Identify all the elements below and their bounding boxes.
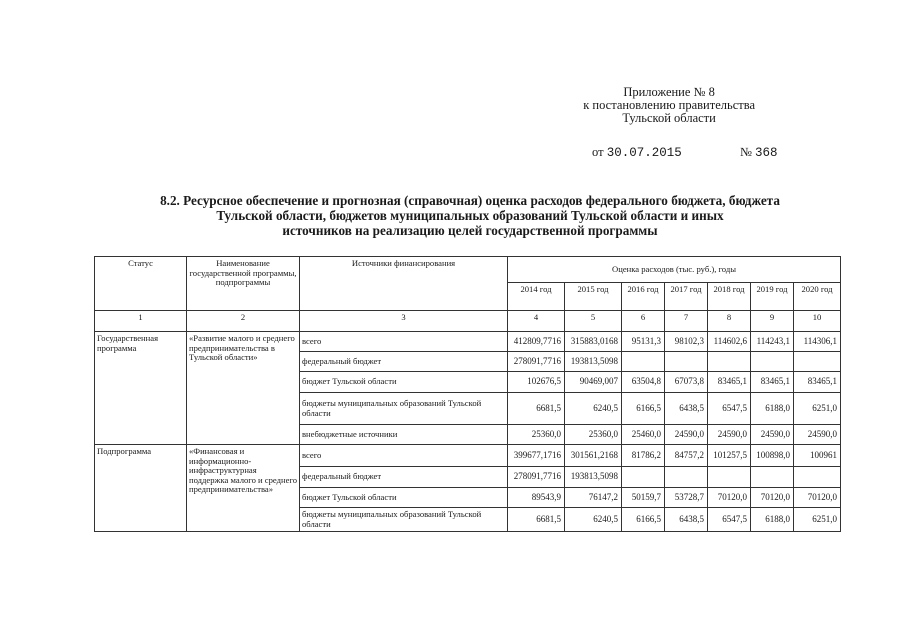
row-value: 114243,1	[751, 332, 794, 352]
section-title	[100, 193, 840, 238]
row-value: 193813,5098	[565, 467, 622, 488]
row-value: 6166,5	[622, 393, 665, 425]
row-value: 76147,2	[565, 488, 622, 508]
row-value: 315883,0168	[565, 332, 622, 352]
row-value	[665, 467, 708, 488]
row-value: 278091,7716	[508, 352, 565, 372]
row-value	[622, 352, 665, 372]
row-program-name: «Финансовая и информационно-инфраструктурная поддержка малого и среднего предпринимательства»	[187, 445, 300, 532]
row-value: 53728,7	[665, 488, 708, 508]
date-prefix: от	[592, 145, 604, 159]
row-source: федеральный бюджет	[300, 467, 508, 488]
column-number: 10	[794, 311, 841, 332]
row-value	[708, 467, 751, 488]
row-value: 193813,5098	[565, 352, 622, 372]
appendix-region: Тульской области	[622, 111, 716, 125]
row-value	[751, 467, 794, 488]
row-value: 25360,0	[508, 425, 565, 445]
row-value: 83465,1	[751, 372, 794, 393]
row-value	[794, 352, 841, 372]
row-value: 6681,5	[508, 393, 565, 425]
row-value: 6240,5	[565, 393, 622, 425]
row-value: 6240,5	[565, 508, 622, 532]
row-value: 114306,1	[794, 332, 841, 352]
row-value: 24590,0	[794, 425, 841, 445]
column-number: 4	[508, 311, 565, 332]
row-value: 25360,0	[565, 425, 622, 445]
header-year: 2018 год	[708, 283, 751, 311]
header-status: Статус	[95, 257, 187, 311]
row-value: 412809,7716	[508, 332, 565, 352]
section-title-line-3: источников на реализацию целей государственной программы	[282, 223, 658, 238]
row-value: 98102,3	[665, 332, 708, 352]
row-value: 399677,1716	[508, 445, 565, 467]
column-number: 1	[95, 311, 187, 332]
number-prefix: №	[739, 145, 752, 159]
row-value: 301561,2168	[565, 445, 622, 467]
row-value: 90469,007	[565, 372, 622, 393]
row-value: 67073,8	[665, 372, 708, 393]
row-value: 83465,1	[794, 372, 841, 393]
row-value: 102676,5	[508, 372, 565, 393]
header-name: Наименование государственной программы, подпрограммы	[187, 257, 300, 311]
row-value: 25460,0	[622, 425, 665, 445]
row-value: 24590,0	[665, 425, 708, 445]
row-value: 101257,5	[708, 445, 751, 467]
row-value: 100961	[794, 445, 841, 467]
column-number: 6	[622, 311, 665, 332]
row-value: 95131,3	[622, 332, 665, 352]
row-source: бюджеты муниципальных образований Тульской области	[300, 393, 508, 425]
header-estimate: Оценка расходов (тыс. руб.), годы	[508, 257, 841, 283]
row-value: 6251,0	[794, 508, 841, 532]
row-value: 6681,5	[508, 508, 565, 532]
section-title-line-1: 8.2. Ресурсное обеспечение и прогнозная (справочная) оценка расходов федерального бюджета, бюджета	[160, 193, 780, 208]
row-value: 24590,0	[708, 425, 751, 445]
row-program-name: «Развитие малого и среднего предпринимательства в Тульской области»	[187, 332, 300, 445]
row-value: 89543,9	[508, 488, 565, 508]
appendix-subtitle: к постановлению правительства	[583, 98, 755, 112]
row-value: 6188,0	[751, 393, 794, 425]
row-source: бюджет Тульской области	[300, 488, 508, 508]
row-value: 6438,5	[665, 393, 708, 425]
appendix-block	[583, 86, 755, 125]
row-value: 81786,2	[622, 445, 665, 467]
decree-number: 368	[755, 146, 778, 160]
row-value: 6438,5	[665, 508, 708, 532]
row-value: 50159,7	[622, 488, 665, 508]
column-number: 2	[187, 311, 300, 332]
row-source: федеральный бюджет	[300, 352, 508, 372]
header-year: 2017 год	[665, 283, 708, 311]
row-value	[622, 467, 665, 488]
header-year: 2014 год	[508, 283, 565, 311]
header-year: 2020 год	[794, 283, 841, 311]
column-number: 3	[300, 311, 508, 332]
decree-date: 30.07.2015	[606, 146, 682, 160]
header-source: Источники финансирования	[300, 257, 508, 311]
row-value: 84757,2	[665, 445, 708, 467]
row-status: Подпрограмма	[95, 445, 187, 532]
header-year: 2016 год	[622, 283, 665, 311]
header-year: 2019 год	[751, 283, 794, 311]
appendix-title: Приложение № 8	[623, 85, 715, 99]
row-status: Государственная программа	[95, 332, 187, 445]
row-value: 6251,0	[794, 393, 841, 425]
row-source: всего	[300, 445, 508, 467]
row-value: 70120,0	[794, 488, 841, 508]
row-source: внебюджетные источники	[300, 425, 508, 445]
row-value: 114602,6	[708, 332, 751, 352]
row-value: 63504,8	[622, 372, 665, 393]
decree-date-line	[592, 145, 778, 160]
row-value: 6188,0	[751, 508, 794, 532]
column-number: 7	[665, 311, 708, 332]
row-value	[794, 467, 841, 488]
row-value: 70120,0	[751, 488, 794, 508]
row-value: 6547,5	[708, 393, 751, 425]
row-value: 278091,7716	[508, 467, 565, 488]
row-value: 6166,5	[622, 508, 665, 532]
row-value: 6547,5	[708, 508, 751, 532]
column-number: 8	[708, 311, 751, 332]
row-value	[665, 352, 708, 372]
table-row	[95, 332, 841, 352]
column-number: 9	[751, 311, 794, 332]
row-source: бюджет Тульской области	[300, 372, 508, 393]
row-value	[708, 352, 751, 372]
row-value: 70120,0	[708, 488, 751, 508]
row-value: 100898,0	[751, 445, 794, 467]
column-number: 5	[565, 311, 622, 332]
row-value	[751, 352, 794, 372]
row-source: всего	[300, 332, 508, 352]
header-year: 2015 год	[565, 283, 622, 311]
section-title-line-2: Тульской области, бюджетов муниципальных образований Тульской области и иных	[216, 208, 724, 223]
financing-table	[94, 256, 841, 532]
row-source: бюджеты муниципальных образований Тульской области	[300, 508, 508, 532]
row-value: 83465,1	[708, 372, 751, 393]
table-row	[95, 445, 841, 467]
row-value: 24590,0	[751, 425, 794, 445]
